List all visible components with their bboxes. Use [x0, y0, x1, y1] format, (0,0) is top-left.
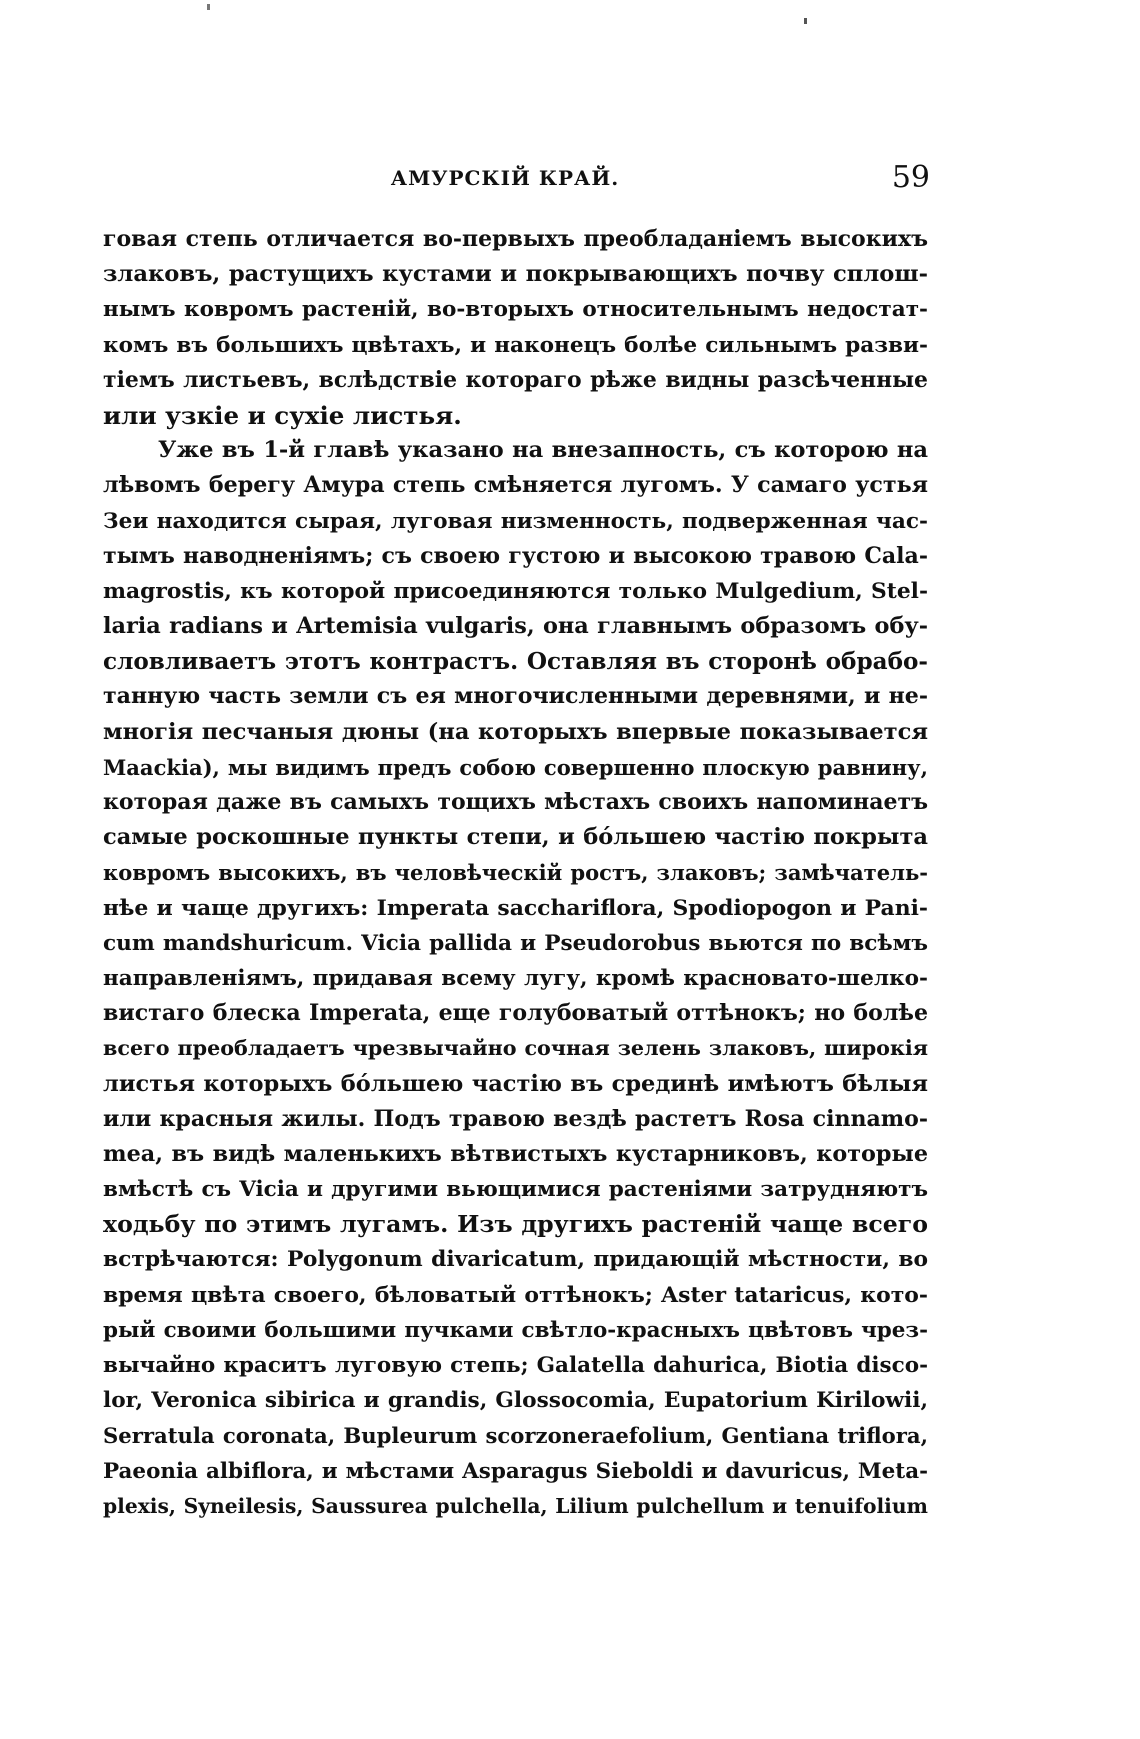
text-line: которая даже въ самыхъ тощихъ мѣстахъ своихъ напоминаетъ: [103, 789, 928, 815]
text-line: или узкіе и сухіе листья.: [103, 400, 462, 430]
text-line: танную часть земли съ ея многочисленными деревнями, и не-: [103, 683, 928, 710]
text-line: lor, Veronica sibirica и grandis, Glossocomia, Eupatorium Kirilowii,: [103, 1388, 928, 1414]
page-number: 59: [891, 160, 930, 195]
text-line: говая степь отличается во-первыхъ преобладаніемъ высокихъ: [103, 226, 928, 252]
text-line: mea, въ видѣ маленькихъ вѣтвистыхъ кустарниковъ, которые: [103, 1140, 928, 1167]
text-line: время цвѣта своего, бѣловатый оттѣнокъ; Aster tataricus, кото-: [103, 1281, 928, 1308]
text-line: лѣвомъ берегу Амура степь смѣняется лугомъ. У самаго устья: [103, 472, 928, 499]
text-line: ходьбу по этимъ лугамъ. Изъ другихъ растеній чаще всего: [103, 1210, 928, 1239]
body-text: [103, 222, 928, 1524]
text-line: самые роскошные пункты степи, и бóльшею частію покрыта: [103, 824, 928, 851]
text-line: ковромъ высокихъ, въ человѣческій ростъ, злаковъ; замѣчатель-: [103, 860, 928, 886]
text-line: cum mandshuricum. Vicia pallida и Pseudorobus вьются по всѣмъ: [103, 930, 928, 956]
text-line: многія песчаныя дюны (на которыхъ впервые показывается: [103, 718, 928, 745]
text-line: рый своими большими пучками свѣтло-красныхъ цвѣтовъ чрез-: [103, 1317, 928, 1343]
text-line: вычайно краситъ луговую степь; Galatella dahurica, Biotia disco-: [103, 1353, 928, 1378]
print-speck: [804, 18, 807, 24]
running-head: АМУРСКІЙ КРАЙ.: [390, 166, 620, 190]
print-speck: [207, 4, 210, 10]
text-line: вистаго блеска Imperata, еще голубоватый оттѣнокъ; но болѣе: [103, 1000, 928, 1027]
text-line: встрѣчаются: Polygonum divaricatum, придающій мѣстности, во: [103, 1247, 928, 1273]
text-line: laria radians и Artemisia vulgaris, она главнымъ образомъ обу-: [103, 613, 928, 640]
text-line: Serratula coronata, Bupleurum scorzoneraefolium, Gentiana triflora,: [103, 1423, 928, 1449]
text-line: тымъ наводненіямъ; съ своею густою и высокою травою Cala-: [103, 542, 928, 569]
text-line: Зеи находится сырая, луговая низменность, подверженная час-: [103, 508, 928, 534]
text-line: словливаетъ этотъ контрастъ. Оставляя въ сторонѣ обрабо-: [103, 648, 928, 676]
text-line: magrostis, къ которой присоединяются только Mulgedium, Stel-: [103, 578, 928, 604]
text-line: злаковъ, растущихъ кустами и покрывающихъ почву сплош-: [103, 261, 928, 288]
text-line: всего преобладаетъ чрезвычайно сочная зелень злаковъ, широкія: [103, 1036, 928, 1061]
text-line: нымъ ковромъ растеній, во-вторыхъ относительнымъ недостат-: [103, 297, 928, 323]
text-line: нѣе и чаще другихъ: Imperata sacchariflora, Spodiopogon и Pani-: [103, 894, 928, 921]
page-header: [80, 160, 930, 200]
text-line: plexis, Syneilesis, Saussurea pulchella, Lilium pulchellum и tenuifolium: [103, 1493, 928, 1518]
text-line: Paeonia albiflora, и мѣстами Asparagus Sieboldi и davuricus, Meta-: [103, 1458, 928, 1484]
text-line: Maackia), мы видимъ предъ собою совершенно плоскую равнину,: [103, 754, 928, 780]
text-line: Уже въ 1-й главѣ указано на внезапность, съ которою на: [158, 437, 928, 464]
text-line: направленіямъ, придавая всему лугу, кромѣ красновато-шелко-: [103, 965, 928, 991]
text-line: или красныя жилы. Подъ травою вездѣ растетъ Rosa cinnamo-: [103, 1105, 928, 1132]
text-line: листья которыхъ бóльшею частію въ срединѣ имѣютъ бѣлыя: [103, 1070, 928, 1097]
text-line: вмѣстѣ съ Vicia и другими вьющимися растеніями затрудняютъ: [103, 1177, 928, 1203]
text-line: комъ въ большихъ цвѣтахъ, и наконецъ болѣе сильнымъ разви-: [103, 332, 928, 358]
text-line: тіемъ листьевъ, вслѣдствіе котораго рѣже видны разсѣченные: [103, 366, 928, 393]
